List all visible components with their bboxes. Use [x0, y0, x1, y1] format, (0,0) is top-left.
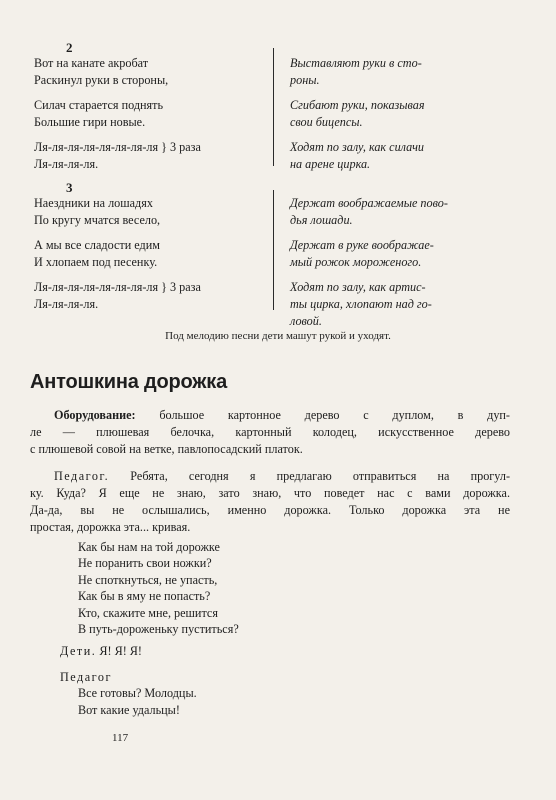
lyric-line: Ля-ля-ля-ля-ля-ля-ля-ля } 3 раза: [34, 280, 201, 295]
section-title: Антошкина дорожка: [30, 371, 228, 393]
lyric-line: Ля-ля-ля-ля-ля-ля-ля-ля } 3 раза: [34, 140, 201, 155]
paragraph-line: [30, 407, 510, 424]
direction-line: на арене цирка.: [290, 156, 371, 171]
stanza: [34, 55, 264, 88]
lyric-line: Вот на канате акробат: [34, 56, 149, 70]
stanza: [34, 237, 264, 270]
lyric-line: И хлопаем под песенку.: [34, 254, 158, 269]
direction-line: дья лошади.: [290, 212, 353, 227]
lyric-line: Наездники на лошадях: [34, 196, 153, 210]
paragraph-line: Да-да, вы не ослышались, именно дорожка. Только дорожка эта не: [30, 503, 510, 517]
paragraph-text: Ребята, сегодня я предлагаю отправиться на прогул-: [130, 469, 510, 483]
lyric-line: Ля-ля-ля-ля.: [34, 156, 99, 171]
direction-line: мый рожок мороженого.: [290, 254, 422, 269]
direction-line: Выставляют руки в сто-: [290, 56, 422, 70]
equipment-paragraph: [30, 407, 510, 458]
verse-number: 2: [66, 40, 73, 55]
lyric-line: По кругу мчатся весело,: [34, 212, 161, 227]
teacher-reply: [60, 669, 197, 718]
direction-line: Ходят по залу, как артис-: [290, 280, 426, 295]
lyric-line: А мы все сладости едим: [34, 238, 160, 253]
poem-line: Не поранить свои ножки?: [78, 556, 212, 571]
poem-line: Не споткнуться, не упасть,: [78, 572, 218, 587]
speaker-name: Педагог: [60, 670, 112, 684]
poem: [78, 539, 239, 637]
lyric-line: Ля-ля-ля-ля.: [34, 296, 99, 311]
page-number: 117: [112, 732, 129, 744]
poem-line: Кто, скажите мне, решится: [78, 605, 218, 620]
verse-2-actions: [290, 55, 505, 182]
verse-2-lyrics: [34, 55, 264, 182]
lyric-line: Раскинул руки в стороны,: [34, 72, 169, 87]
paragraph-text: большое картонное дерево с дуплом, в дуп-: [159, 408, 510, 422]
speech-line: Все готовы? Молодцы.: [78, 686, 197, 701]
speech-text: Я! Я! Я!: [99, 644, 142, 658]
stanza: [34, 139, 264, 172]
teacher-paragraph: [30, 468, 510, 536]
poem-line: В путь-дороженьку пуститься?: [78, 622, 239, 637]
lyric-line: Большие гири новые.: [34, 114, 146, 129]
paragraph-line: ле — плюшевая белочка, картонный колодец, искусственное дерево: [30, 425, 510, 439]
direction-line: ты цирка, хлопают над го-: [290, 296, 432, 311]
direction-line: Держат воображаемые пово-: [290, 196, 448, 210]
lyric-line: Силач старается поднять: [34, 98, 164, 113]
stage-note: Под мелодию песни дети машут рукой и уходят.: [165, 330, 391, 342]
stage-direction: [290, 55, 505, 88]
poem-line: Как бы нам на той дорожке: [78, 540, 220, 554]
direction-line: Сгибают руки, показывая: [290, 98, 425, 113]
paragraph-line: ку. Куда? Я еще не знаю, зато знаю, что поведет нас с вами дорожка.: [30, 486, 510, 500]
stage-direction: [290, 237, 505, 270]
children-line: [60, 643, 142, 659]
equipment-label: Оборудование:: [54, 408, 136, 422]
column-divider: [273, 190, 274, 310]
direction-line: свои бицепсы.: [290, 114, 363, 129]
speech-line: Вот какие удальцы!: [78, 702, 180, 717]
stage-direction: [290, 195, 505, 228]
poem-line: Как бы в яму не попасть?: [78, 589, 211, 604]
stage-direction: [290, 97, 505, 130]
column-divider: [273, 48, 274, 166]
direction-line: Ходят по залу, как силачи: [290, 140, 424, 155]
paragraph-line: с плюшевой совой на ветке, павлопосадский платок.: [30, 442, 303, 456]
verse-number: 3: [66, 180, 73, 195]
paragraph-line: простая, дорожка эта... кривая.: [30, 520, 191, 534]
stage-direction: [290, 139, 505, 172]
stanza: [34, 279, 264, 312]
direction-line: роны.: [290, 72, 320, 87]
stanza: [34, 195, 264, 228]
stanza: [34, 97, 264, 130]
verse-3-lyrics: [34, 195, 264, 322]
paragraph-line: [30, 468, 510, 485]
direction-line: Держат в руке воображае-: [290, 238, 434, 253]
verse-3-actions: [290, 195, 505, 338]
speaker-name: Дети.: [60, 644, 97, 658]
stage-direction: [290, 279, 505, 329]
direction-line: ловой.: [290, 313, 322, 328]
speaker-name: Педагог.: [54, 469, 110, 483]
